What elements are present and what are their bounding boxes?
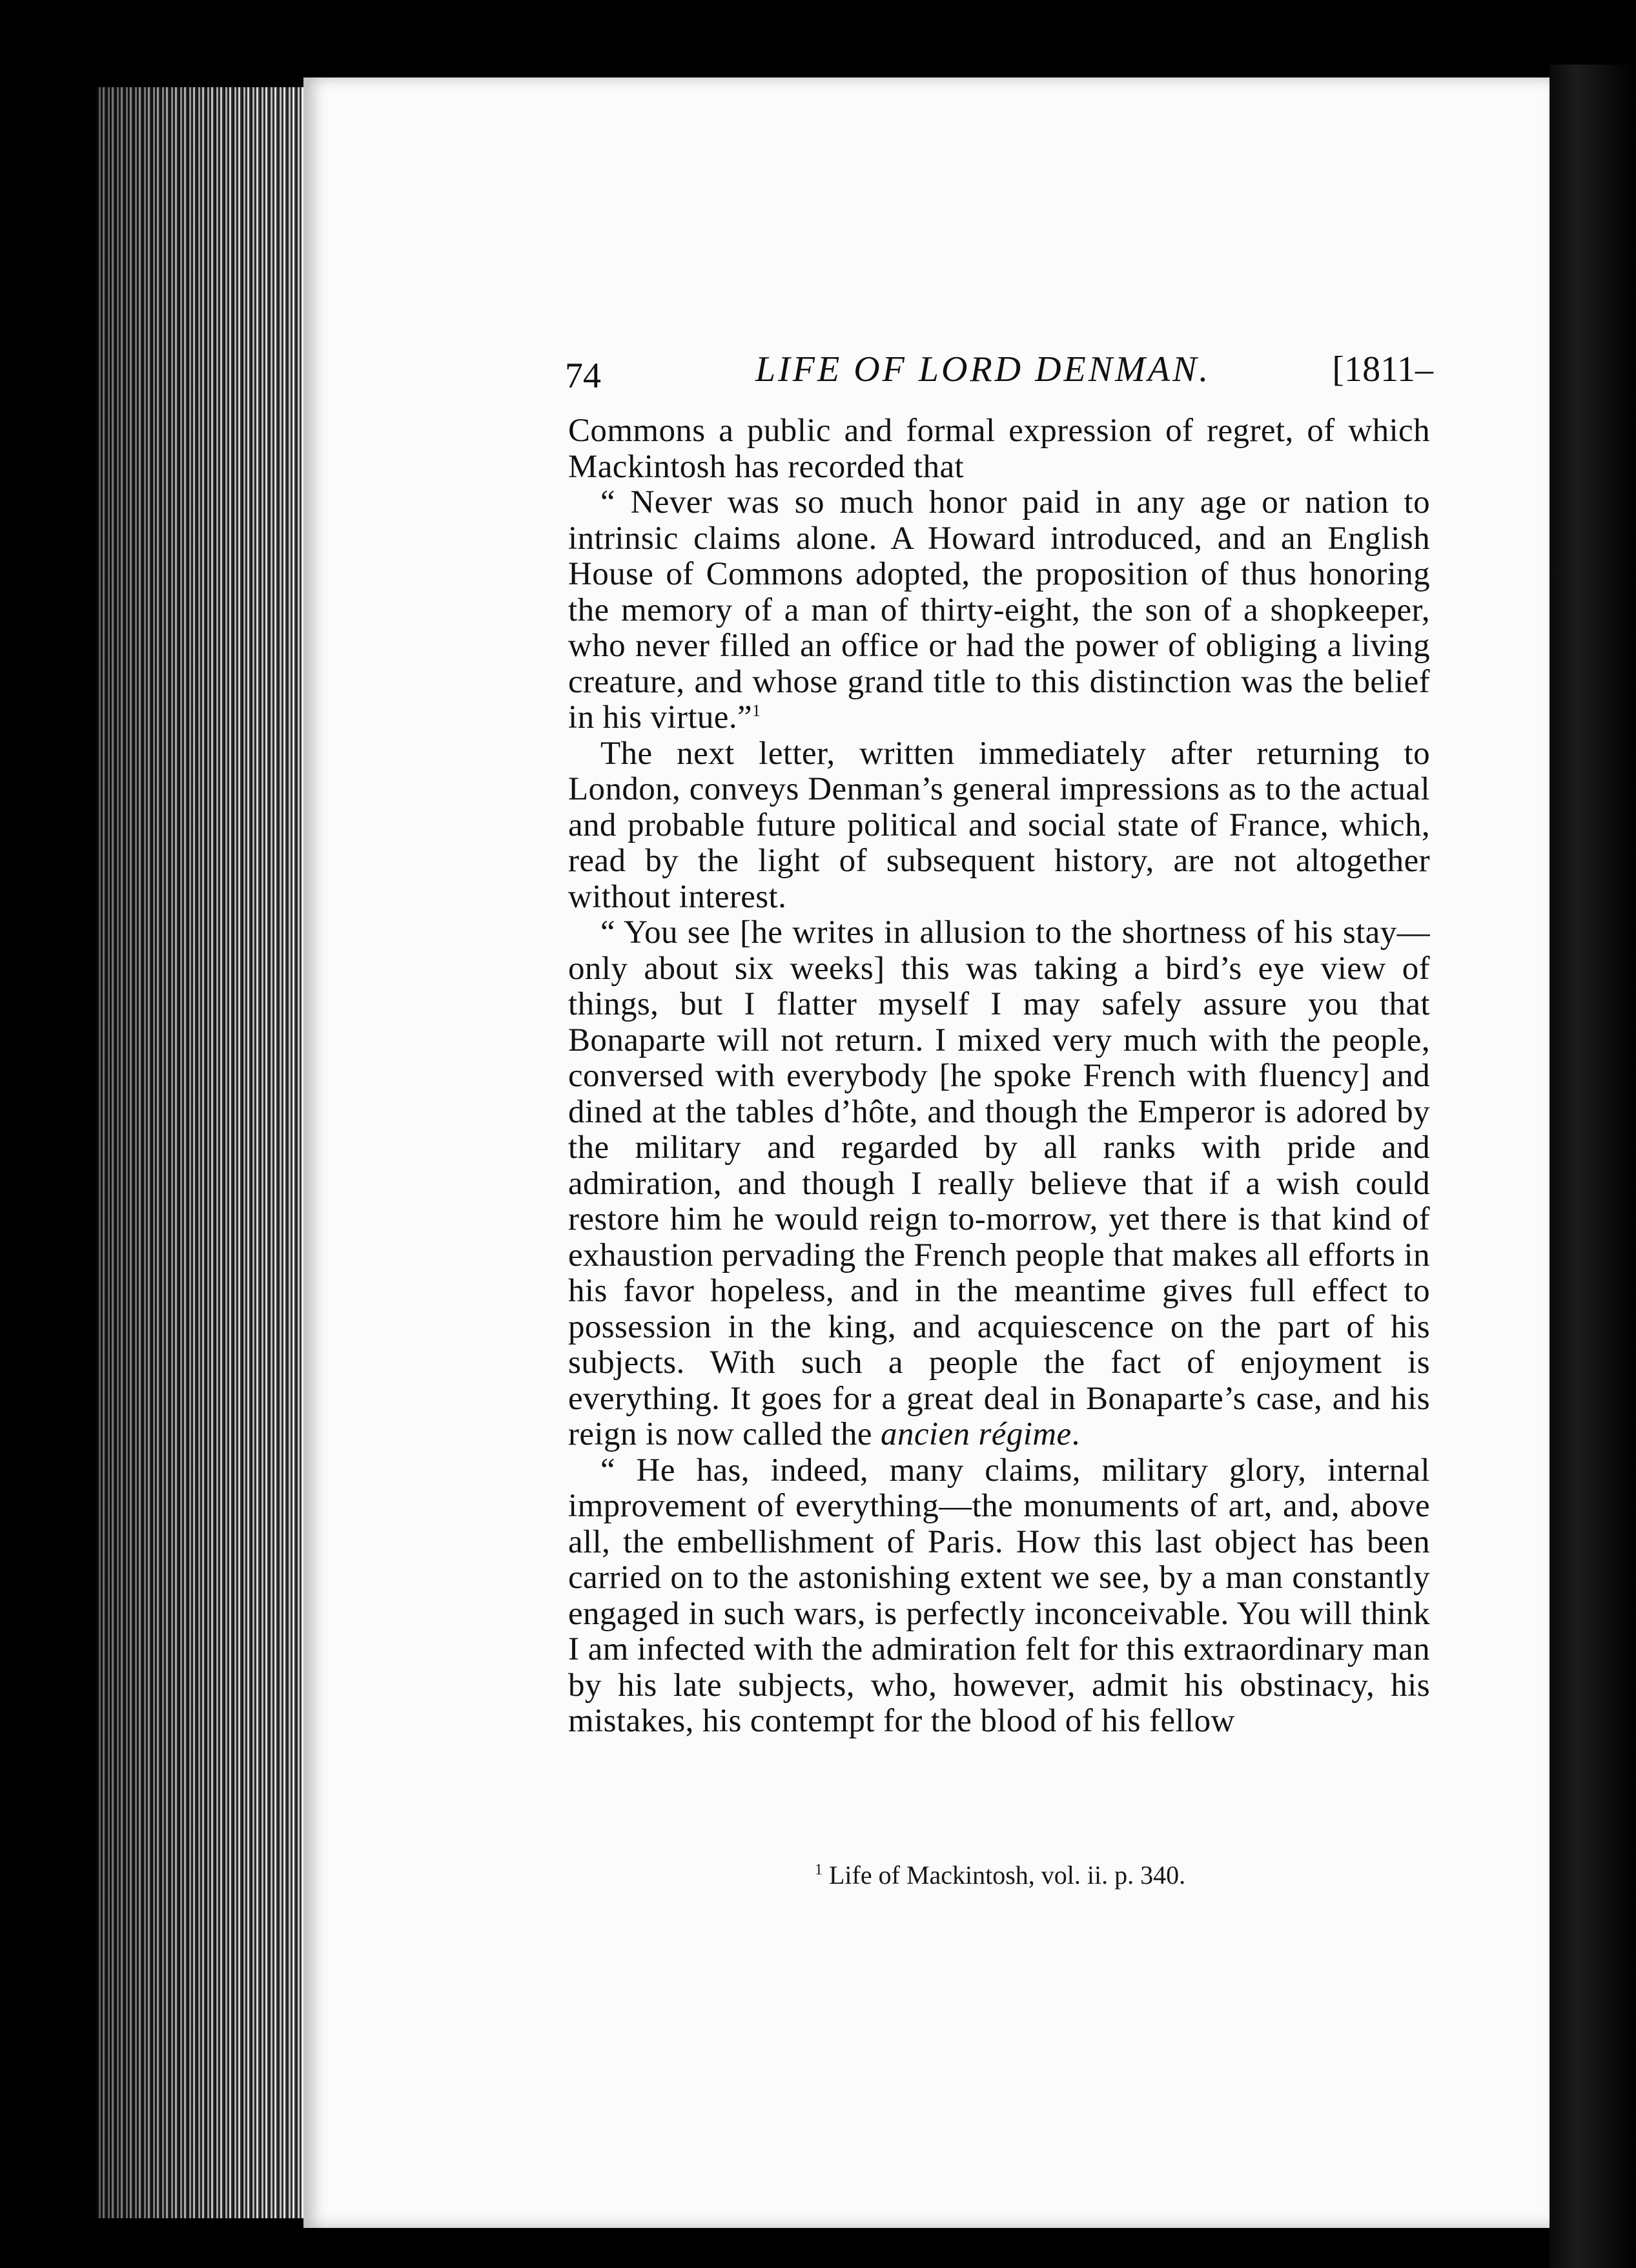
footnote-reference: 1 [752, 701, 761, 720]
footnote [815, 1860, 1331, 1890]
paragraph-2-text: “ Never was so much honor paid in any age or nation to intrinsic claims alone. A Howard introduced, and an English House of Commons adopted, the proposition of thus honoring the memory of a man of thirty-eight, the son of a shopkeeper, who never filled an office or had the power of obliging a living creature, and whose grand title to this distinction was the belief in his virtue.” [568, 484, 1430, 736]
paragraph-4 [568, 915, 1430, 1453]
footnote-marker: 1 [815, 1861, 823, 1879]
footnote-text: Life of Mackintosh, vol. ii. p. 340. [829, 1861, 1186, 1890]
scan-right-edge [1549, 65, 1636, 2268]
paragraph-4-period: . [1071, 1416, 1080, 1452]
body-text [568, 413, 1430, 1740]
paragraph-5: “ He has, indeed, many claims, military glory, internal improvement of everything—the monuments of art, and, above all, the embellishment of Paris. How this last object has been carried on to the astonishing extent we see, by a man constantly engaged in such wars, is perfectly inconceivable. You will think I am infected with the admiration felt for this extraordinary man by his late subjects, who, however, admit his obstinacy, his mistakes, his contempt for the blood of his fellow [568, 1452, 1430, 1739]
paragraph-3: The next letter, written immediately after returning to London, conveys Denman’s general impressions as to the actual and probable future political and social state of France, which, read by the light of subsequent history, are not altogether without interest. [568, 735, 1430, 915]
scan-background [0, 0, 97, 2268]
page-number: 74 [565, 356, 601, 396]
italic-phrase: ancien régime [881, 1416, 1072, 1452]
section-bracket: [1811– [1332, 349, 1433, 389]
book-page-edges [97, 87, 303, 2218]
paragraph-4-text: “ You see [he writes in allusion to the shortness of his stay—only about six weeks] this was taking a bird’s eye view of things, but I flatter myself I may safely assure you that Bonaparte will not return. I mixed very much with the people, conversed with everybody [he spoke French with fluency] and dined at the tables d’hôte, and though the Emperor is adored by the military and regarded by all ranks with pride and admiration, and though I really believe that if a wish could restore him he would reign to-morrow, yet there is that kind of exhaustion pervading the French people that makes all efforts in his favor hopeless, and in the meantime gives full effect to possession in the king, and acquiescence on the part of his subjects. With such a people the fact of enjoyment is everything. It goes for a great deal in Bonaparte’s case, and his reign is now called the [568, 914, 1430, 1452]
running-title: LIFE OF LORD DENMAN. [755, 349, 1211, 389]
paragraph-1: Commons a public and formal expression of regret, of which Mackintosh has recorded that [568, 413, 1430, 485]
page-header [565, 349, 1433, 400]
paragraph-2 [568, 485, 1430, 736]
